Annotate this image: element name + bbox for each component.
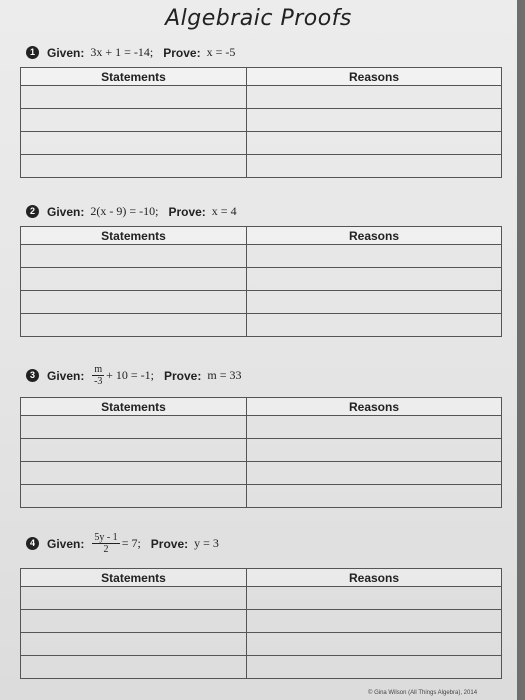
given-label: Given: [47,368,85,383]
prove-label: Prove: [168,204,206,219]
page-title: Algebraic Proofs [165,6,352,31]
statement-cell[interactable] [21,656,247,679]
reason-cell[interactable] [247,268,502,291]
reason-cell[interactable] [247,291,502,314]
fraction-numerator: 5y - 1 [94,532,118,543]
statement-cell[interactable] [21,245,247,268]
table-row [21,439,502,462]
table-row [21,610,502,633]
statements-header: Statements [21,569,247,587]
prove-equation: x = -5 [206,45,236,59]
table-row [21,587,502,610]
problem-3-given-line [26,364,241,387]
table-row [21,314,502,337]
statement-cell[interactable] [21,610,247,633]
table-row [21,656,502,679]
fraction-numerator: m [94,364,103,375]
table-row [21,109,502,132]
reason-cell[interactable] [247,86,502,109]
table-row [21,132,502,155]
fraction-denominator: 2 [103,544,109,555]
problem-number-badge: 4 [26,537,39,550]
table-row [21,291,502,314]
given-equation: 2(x - 9) = -10; [90,204,159,218]
reason-cell[interactable] [247,109,502,132]
reason-cell[interactable] [247,485,502,508]
reason-cell[interactable] [247,132,502,155]
proof-table-2 [20,226,502,337]
problem-4-given-line [26,532,219,555]
prove-label: Prove: [163,45,201,60]
reason-cell[interactable] [247,610,502,633]
prove-equation: x = 4 [211,204,237,218]
given-label: Given: [47,45,85,60]
problem-number-badge: 1 [26,46,39,59]
table-row [21,462,502,485]
given-equation: 3x + 1 = -14; [90,45,154,59]
statements-header: Statements [21,227,247,245]
table-row [21,86,502,109]
statement-cell[interactable] [21,86,247,109]
proof-table-4 [20,568,502,679]
reason-cell[interactable] [247,155,502,178]
given-label: Given: [47,204,85,219]
problem-1-given-line [26,45,235,60]
table-row [21,268,502,291]
reasons-header: Reasons [247,398,502,416]
statement-cell[interactable] [21,587,247,610]
reason-cell[interactable] [247,416,502,439]
statement-cell[interactable] [21,268,247,291]
statement-cell[interactable] [21,485,247,508]
problem-2-given-line [26,204,237,219]
prove-equation: y = 3 [194,536,219,550]
given-fraction [92,364,104,387]
proof-table-3 [20,397,502,508]
reason-cell[interactable] [247,656,502,679]
reasons-header: Reasons [247,569,502,587]
statement-cell[interactable] [21,439,247,462]
reasons-header: Reasons [247,68,502,86]
table-row [21,245,502,268]
fraction-denominator: -3 [94,376,103,387]
statement-cell[interactable] [21,132,247,155]
page-edge-shadow [517,0,525,700]
statements-header: Statements [21,398,247,416]
statement-cell[interactable] [21,109,247,132]
table-row [21,416,502,439]
statement-cell[interactable] [21,462,247,485]
prove-equation: m = 33 [207,368,242,382]
statements-header: Statements [21,68,247,86]
reason-cell[interactable] [247,462,502,485]
table-row [21,633,502,656]
prove-label: Prove: [164,368,202,383]
statement-cell[interactable] [21,416,247,439]
given-label: Given: [47,536,85,551]
given-equation-rest: + 10 = -1; [106,368,154,382]
given-equation-rest: = 7; [121,536,141,550]
statement-cell[interactable] [21,291,247,314]
prove-label: Prove: [150,536,189,551]
given-fraction [92,532,119,555]
copyright-footer: © Gina Wilson (All Things Algebra), 2014 [368,690,478,696]
table-row [21,155,502,178]
problem-number-badge: 3 [26,369,39,382]
proof-table-1 [20,67,502,178]
table-row [21,485,502,508]
reason-cell[interactable] [247,587,502,610]
statement-cell[interactable] [21,633,247,656]
reason-cell[interactable] [247,245,502,268]
reason-cell[interactable] [247,633,502,656]
reason-cell[interactable] [247,314,502,337]
problem-number-badge: 2 [26,205,39,218]
statement-cell[interactable] [21,314,247,337]
reasons-header: Reasons [247,227,502,245]
statement-cell[interactable] [21,155,247,178]
reason-cell[interactable] [247,439,502,462]
